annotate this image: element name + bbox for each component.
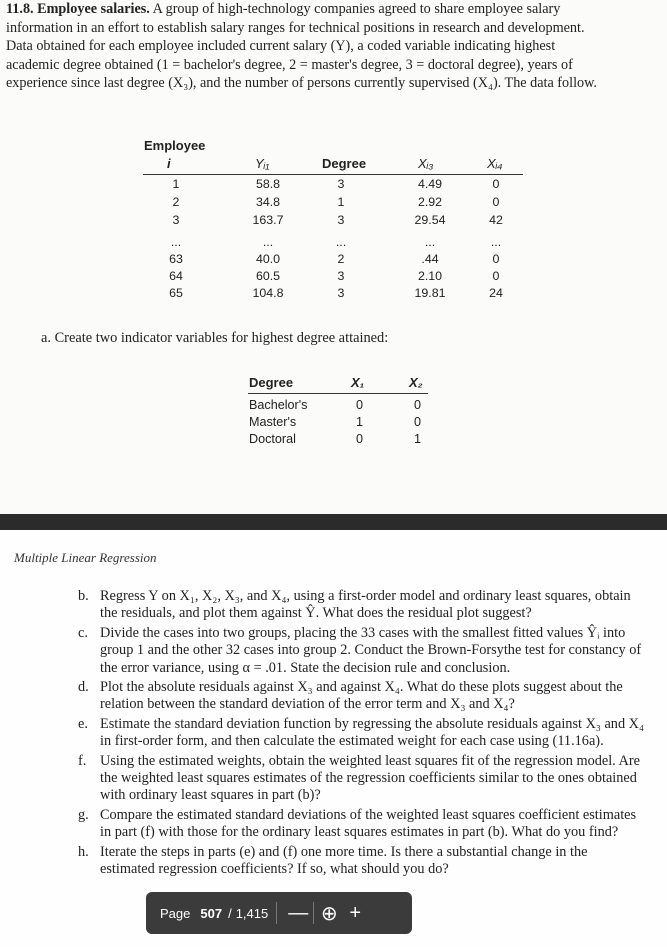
table-cell: ... <box>424 235 436 249</box>
table-cell: 58.8 <box>255 177 281 191</box>
table-cell: 65 <box>169 286 183 300</box>
table-cell: 40.0 <box>255 252 281 266</box>
pdf-page-toolbar <box>146 892 412 934</box>
table-cell: 34.8 <box>255 195 281 209</box>
indicator-cell: 0 <box>356 432 364 446</box>
exercise-part <box>78 625 644 677</box>
indicator-cell: Master's <box>249 415 297 429</box>
part-a-text: a. Create two indicator variables for highest degree attained: <box>41 330 389 346</box>
exercise-part <box>78 716 644 751</box>
zoom-icon[interactable]: ⊕ <box>320 902 338 925</box>
exercise-part <box>78 588 644 623</box>
table-cell: 24 <box>489 286 503 300</box>
part-text: Plot the absolute residuals against X₃ and against X₄. What do these plots suggest about the relation between the standard deviation of the error term and X₃ and X₄? <box>100 679 623 713</box>
indicator-cell: 0 <box>414 415 422 429</box>
exercise-part <box>78 807 644 842</box>
table-cell: 42 <box>489 213 503 227</box>
indicator-cell: 1 <box>414 432 422 446</box>
page-separator: / <box>228 905 232 921</box>
current-page-input[interactable]: 507 <box>200 905 223 921</box>
indicator-header-rule <box>248 393 428 394</box>
toolbar-separator <box>276 902 277 924</box>
problem-text: A group of high-technology companies agreed to share employee salary information in an effort to establish salary ranges for technical positions in research and development. Data obtained for each employee included current salary (Y), a coded variable indicating highest academic degree obtained (1 = bachelor's degree, 2 = master's degree, 3 = doctoral degree), years of experience since last degree (X₃), and the number of persons currently supervised (X₄). The data follow. <box>6 1 597 92</box>
page-divider <box>0 514 667 530</box>
col-header-degree: Degree <box>322 156 367 171</box>
part-text: Estimate the standard deviation function by regressing the absolute residuals against X₃ and X₄ in first-order form, and then calculate the estimated weight for each case using (11.16a). <box>100 715 644 750</box>
table-cell: 0 <box>492 195 500 209</box>
table-cell: ... <box>335 235 347 249</box>
table-cell: 2 <box>337 252 345 266</box>
zoom-out-button[interactable]: — <box>288 901 309 924</box>
part-text: Regress Y on X₁, X₂, X₃, and X₄, using a first-order model and ordinary least squares, obtain the residuals, and plot them against Ŷ. What does the residual plot suggest? <box>100 588 631 622</box>
part-label: c. <box>78 624 88 641</box>
part-label: g. <box>78 806 89 823</box>
table-cell: .44 <box>421 252 439 266</box>
ind-header-degree: Degree <box>249 375 294 390</box>
table-cell: 3 <box>337 177 345 191</box>
problem-title: Employee salaries. <box>37 1 150 17</box>
table-cell: 3 <box>172 213 180 227</box>
table-cell: 64 <box>169 269 183 283</box>
col-header-x4: Xᵢ₄ <box>487 156 503 171</box>
indicator-cell: 0 <box>356 398 364 412</box>
chapter-header: Multiple Linear Regression <box>14 550 157 565</box>
part-text: Using the estimated weights, obtain the weighted least squares fit of the regression model. Are the weighted least squares estimates of the regression coefficients similar to the ones obtained with ordinary least squares in part (b)? <box>100 752 640 804</box>
col-header-x3: Xᵢ₃ <box>418 156 434 171</box>
part-text: Compare the estimated standard deviations of the weighted least squares coefficient estimates in part (f) with those for the ordinary least squares estimates in part (b). What do you find? <box>100 806 637 841</box>
exercise-part <box>78 844 644 879</box>
table-cell: 19.81 <box>414 286 446 300</box>
table-cell: 2.92 <box>417 195 443 209</box>
table-cell: 3 <box>337 269 345 283</box>
page-507-bottom <box>0 530 667 947</box>
table-cell: 3 <box>337 213 345 227</box>
table-cell: 60.5 <box>255 269 281 283</box>
table-cell: 104.8 <box>252 286 284 300</box>
part-text: Iterate the steps in parts (e) and (f) one more time. Is there a substantial change in the estimated regression coefficients? If so, what should you do? <box>100 843 588 878</box>
col-header-y: Yᵢ₁ <box>255 156 270 171</box>
table-cell: 163.7 <box>252 213 284 227</box>
table-cell: 0 <box>492 177 500 191</box>
table-cell: 0 <box>492 269 500 283</box>
page-label: Page <box>160 905 191 921</box>
part-label: e. <box>78 715 88 732</box>
employee-group-header: Employee <box>144 138 206 153</box>
indicator-cell: 1 <box>356 415 364 429</box>
exercise-parts <box>78 588 644 881</box>
total-pages: 1,415 <box>235 905 269 921</box>
indicator-cell: 0 <box>414 398 422 412</box>
zoom-in-button[interactable]: + <box>349 901 362 924</box>
ind-header-x1: X₁ <box>351 375 365 390</box>
table-cell: ... <box>170 235 182 249</box>
problem-number: 11.8. <box>6 1 34 17</box>
exercise-part <box>78 753 644 805</box>
table-cell: 29.54 <box>414 213 446 227</box>
indicator-cell: Bachelor's <box>249 398 308 412</box>
exercise-part <box>78 679 644 714</box>
col-header-i: i <box>167 156 171 171</box>
table-cell: 1 <box>172 177 180 191</box>
table-cell: 2 <box>172 195 180 209</box>
part-label: h. <box>78 843 89 860</box>
table-cell: ... <box>262 235 274 249</box>
table-cell: 63 <box>169 252 183 266</box>
part-label: d. <box>78 679 89 696</box>
ind-header-x2: X₂ <box>409 375 423 390</box>
table-cell: ... <box>490 235 502 249</box>
table-cell: 1 <box>337 195 345 209</box>
table-cell: 3 <box>337 286 345 300</box>
part-text: Divide the cases into two groups, placing the 33 cases with the smallest fitted values Ŷᵢ into group 1 and the other 32 cases into group 2. Conduct the Brown-Forsythe test for constancy of the error variance, using α = .01. State the decision rule and conclusion. <box>100 624 642 676</box>
indicator-table <box>0 0 667 460</box>
part-label: b. <box>78 588 89 604</box>
table-cell: 0 <box>492 252 500 266</box>
indicator-cell: Doctoral <box>249 432 296 446</box>
table-cell: 2.10 <box>417 269 443 283</box>
part-label: f. <box>78 752 87 769</box>
table-cell: 4.49 <box>417 177 443 191</box>
toolbar-separator <box>313 902 314 924</box>
